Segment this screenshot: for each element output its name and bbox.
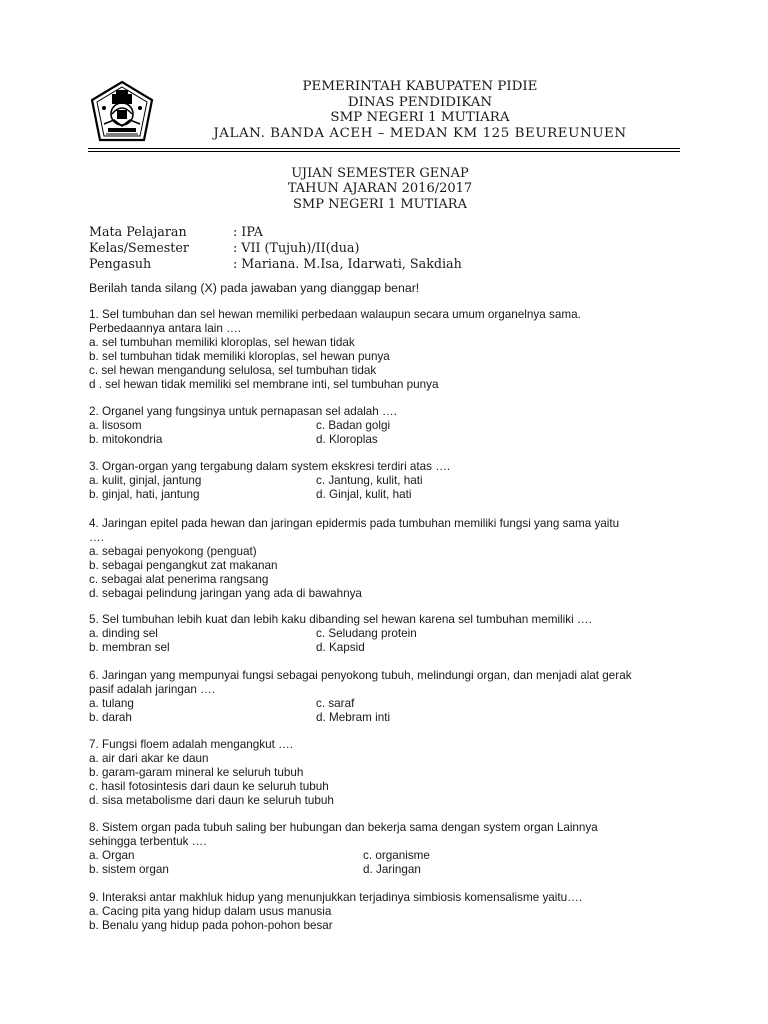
option-c: c. Jantung, kulit, hati: [316, 474, 423, 487]
option-d: d. Kapsid: [316, 641, 365, 654]
question-8: [89, 821, 689, 877]
letterhead-divider-top: [88, 148, 680, 149]
letterhead-line-government: PEMERINTAH KABUPATEN PIDIE: [302, 79, 538, 94]
options-grid: [89, 849, 689, 877]
option-b: b. sebagai pengangkut zat makanan: [89, 559, 278, 572]
option-b: b. Benalu yang hidup pada pohon-pohon besar: [89, 919, 333, 932]
exam-title-line-3: SMP NEGERI 1 MUTIARA: [293, 196, 467, 212]
info-subject-label: Mata Pelajaran: [89, 224, 187, 239]
option-d: d . sel hewan tidak memiliki sel membrane inti, sel tumbuhan punya: [89, 378, 439, 391]
exam-title-line-2: TAHUN AJARAN 2016/2017: [287, 181, 473, 197]
letterhead-divider-bottom: [88, 151, 680, 152]
question-1: [89, 308, 689, 392]
question-5: [89, 613, 689, 655]
options-grid: [89, 697, 689, 725]
option-a: a. sebagai penyokong (penguat): [89, 545, 257, 558]
option-b: b. sel tumbuhan tidak memiliki kloroplas, sel hewan punya: [89, 350, 390, 363]
option-b: b. ginjal, hati, jantung: [89, 488, 200, 501]
info-teacher-label: Pengasuh: [89, 256, 152, 271]
options-grid: [89, 627, 689, 655]
question-text: 7. Fungsi floem adalah mengangkut ….: [89, 738, 294, 751]
question-text: 4. Jaringan epitel pada hewan dan jaringan epidermis pada tumbuhan memiliki fungsi yang sama yaitu: [89, 517, 620, 530]
option-c: c. sebagai alat penerima rangsang: [89, 573, 269, 586]
option-a: a. sel tumbuhan memiliki kloroplas, sel hewan tidak: [89, 336, 355, 349]
question-9: [89, 891, 689, 933]
option-a: a. Cacing pita yang hidup dalam usus manusia: [89, 905, 332, 918]
info-teacher-value: : Mariana. M.Isa, Idarwati, Sakdiah: [233, 256, 462, 271]
instruction-text: Berilah tanda silang (X) pada jawaban yang dianggap benar!: [89, 281, 420, 295]
letterhead-line-department: DINAS PENDIDIKAN: [347, 94, 493, 110]
option-c: c. hasil fotosintesis dari daun ke seluruh tubuh: [89, 780, 329, 793]
question-text-cont: ….: [89, 531, 104, 544]
option-b: b. garam-garam mineral ke seluruh tubuh: [89, 766, 304, 779]
info-class-value: : VII (Tujuh)/II(dua): [233, 240, 360, 255]
option-d: d. Kloroplas: [316, 433, 378, 446]
question-text: 1. Sel tumbuhan dan sel hewan memiliki perbedaan walaupun secara umum organelnya sama.: [89, 308, 581, 321]
school-emblem-icon: [90, 80, 154, 146]
option-c: c. organisme: [363, 849, 430, 862]
letterhead: [160, 79, 680, 141]
option-d: d. sisa metabolisme dari daun ke seluruh tubuh: [89, 794, 334, 807]
option-a: a. tulang: [89, 697, 134, 710]
question-6: [89, 669, 689, 725]
question-4: [89, 517, 689, 601]
question-text: 6. Jaringan yang mempunyai fungsi sebagai penyokong tubuh, melindungi organ, dan menjadi alat gerak: [89, 669, 632, 682]
question-3: [89, 460, 689, 502]
option-a: a. Organ: [89, 849, 135, 862]
question-text-cont: sehingga terbentuk ….: [89, 835, 207, 848]
option-a: a. air dari akar ke daun: [89, 752, 209, 765]
exam-title-line-1: UJIAN SEMESTER GENAP: [291, 166, 469, 181]
letterhead-line-address: JALAN. BANDA ACEH – MEDAN KM 125 BEUREUNUEN: [213, 125, 627, 141]
option-a: a. dinding sel: [89, 627, 158, 640]
option-b: b. mitokondria: [89, 433, 163, 446]
option-d: d. sebagai pelindung jaringan yang ada di bawahnya: [89, 587, 362, 600]
option-d: d. Jaringan: [363, 863, 421, 876]
option-a: a. lisosom: [89, 419, 142, 432]
question-text: 9. Interaksi antar makhluk hidup yang menunjukkan terjadinya simbiosis komensalisme yaitu….: [89, 891, 583, 904]
question-text: 5. Sel tumbuhan lebih kuat dan lebih kaku dibanding sel hewan karena sel tumbuhan memiliki ….: [89, 613, 592, 626]
option-a: a. kulit, ginjal, jantung: [89, 474, 202, 487]
option-d: d. Ginjal, kulit, hati: [316, 488, 412, 501]
options-grid: [89, 419, 689, 447]
question-text: 2. Organel yang fungsinya untuk pernapasan sel adalah ….: [89, 405, 397, 418]
question-text-cont: pasif adalah jaringan ….: [89, 683, 216, 696]
option-b: b. membran sel: [89, 641, 170, 654]
option-b: b. darah: [89, 711, 132, 724]
option-d: d. Mebram inti: [316, 711, 391, 724]
question-7: [89, 738, 689, 808]
option-c: c. sel hewan mengandung selulosa, sel tumbuhan tidak: [89, 364, 377, 377]
option-c: c. Seludang protein: [316, 627, 417, 640]
question-2: [89, 405, 689, 447]
exam-title: [160, 166, 600, 212]
options-grid: [89, 474, 689, 502]
question-text-cont: Perbedaannya antara lain ….: [89, 322, 242, 335]
info-subject-value: : IPA: [233, 224, 263, 239]
question-text: 8. Sistem organ pada tubuh saling ber hubungan dan bekerja sama dengan system organ Lainnya: [89, 821, 598, 834]
option-c: c. saraf: [316, 697, 355, 710]
info-class-label: Kelas/Semester: [89, 240, 189, 255]
question-text: 3. Organ-organ yang tergabung dalam system ekskresi terdiri atas ….: [89, 460, 451, 473]
letterhead-line-school: SMP NEGERI 1 MUTIARA: [330, 110, 510, 125]
option-b: b. sistem organ: [89, 863, 169, 876]
option-c: c. Badan golgi: [316, 419, 391, 432]
